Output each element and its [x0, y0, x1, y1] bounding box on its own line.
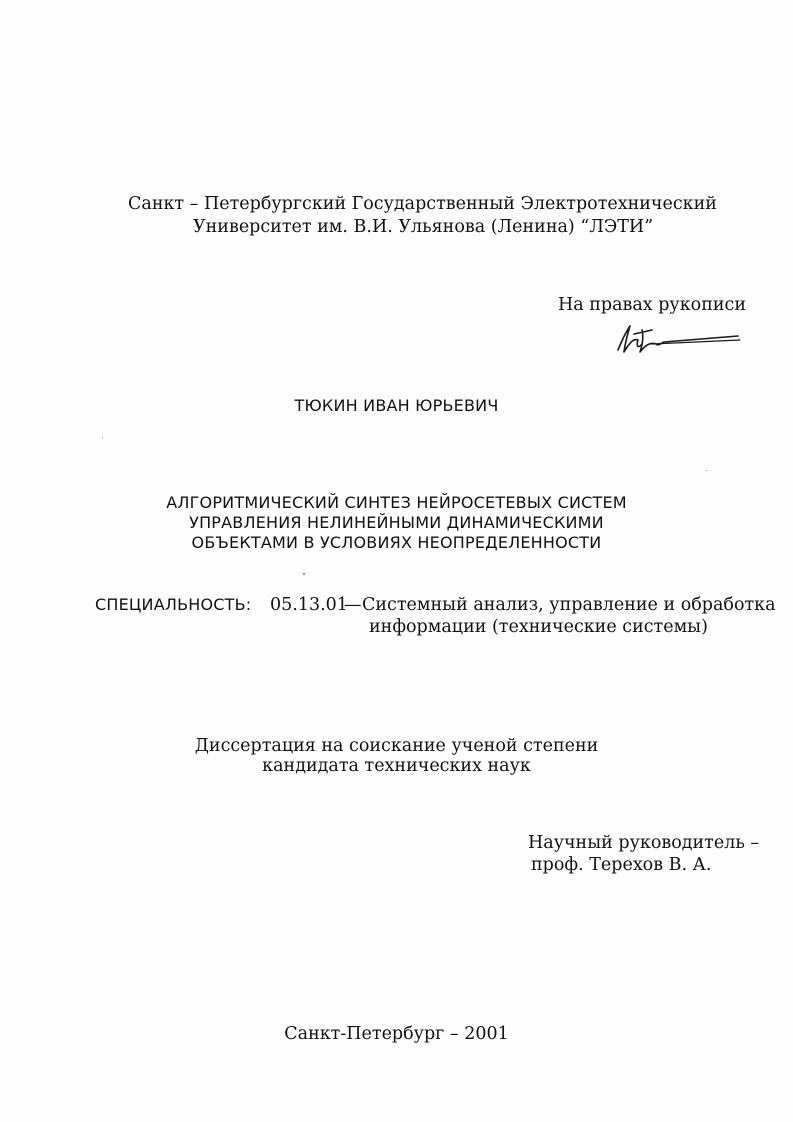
- thesis-title-line-2: УПРАВЛЕНИЯ НЕЛИНЕЙНЫМИ ДИНАМИЧЕСКИМИ: [189, 513, 604, 532]
- dissertation-degree-line-2: кандидата технических наук: [262, 756, 531, 776]
- handwritten-signature: [612, 322, 744, 356]
- thesis-title-line-3: ОБЪЕКТАМИ В УСЛОВИЯХ НЕОПРЕДЕЛЕННОСТИ: [191, 533, 602, 552]
- institution-line-2: Университет им. В.И. Ульянова (Ленина) “ЛЭТИ”: [193, 217, 654, 237]
- scan-speck: [303, 573, 305, 575]
- thesis-title-line-1: АЛГОРИТМИЧЕСКИЙ СИНТЕЗ НЕЙРОСЕТЕВЫХ СИСТЕМ: [166, 493, 627, 512]
- advisor-label: Научный руководитель –: [528, 833, 760, 853]
- advisor-name: проф. Терехов В. А.: [531, 855, 712, 875]
- manuscript-rights-label: На правах рукописи: [557, 295, 746, 315]
- specialty-dash: —: [344, 595, 362, 615]
- author-name: ТЮКИН ИВАН ЮРЬЕВИЧ: [294, 396, 499, 415]
- dissertation-degree-line-1: Диссертация на соискание ученой степени: [194, 736, 599, 756]
- scan-speck: [102, 437, 103, 438]
- institution-line-1: Санкт – Петербургский Государственный Электротехнический: [128, 194, 717, 214]
- city-year: Санкт-Петербург – 2001: [284, 1024, 509, 1044]
- specialty-label: СПЕЦИАЛЬНОСТЬ:: [95, 595, 252, 614]
- specialty-description-line-2: информации (технические системы): [369, 617, 708, 637]
- scan-speck: [706, 470, 707, 471]
- specialty-code: 05.13.01: [270, 595, 348, 615]
- specialty-description-line-1: Системный анализ, управление и обработка: [362, 595, 776, 615]
